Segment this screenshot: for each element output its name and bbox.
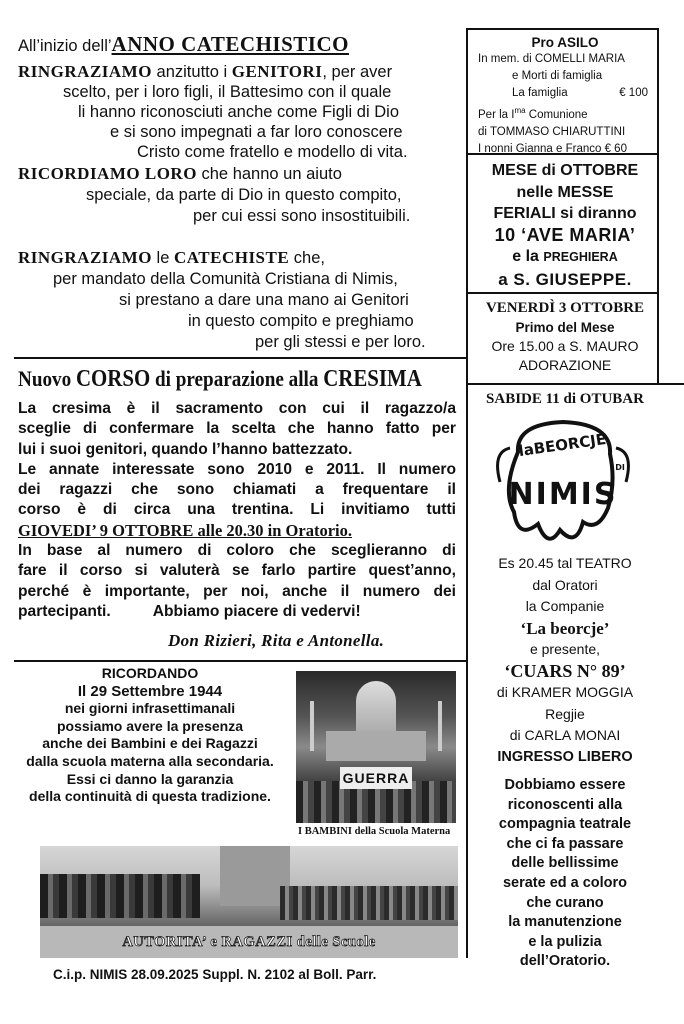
ottobre-line: MESE di OTTOBRE <box>491 162 639 179</box>
sabide-company: ‘La beorcje’ <box>520 618 610 638</box>
text: le <box>151 249 174 267</box>
thanks-line: serate ed a coloro <box>502 874 628 891</box>
crowd-left <box>40 874 200 918</box>
ottobre-line: FERIALI si diranno <box>493 205 637 222</box>
intro-p3-line2: per mandato della Comunità Cristiana di Nimis, <box>53 270 398 288</box>
beorcje-logo-art <box>488 412 638 554</box>
guerra-sign: GUERRA <box>340 767 412 789</box>
title-part: di preparazione alla <box>150 366 324 391</box>
venerdi-box <box>472 298 658 375</box>
sabide-title: SABIDE 11 di OTUBAR <box>486 391 644 407</box>
text: Comunione <box>525 108 588 121</box>
intro-heading-prefix: All’inizio dell’ <box>18 37 112 55</box>
cresima-line: La cresima è il sacramento con cui il ragazzo/a <box>18 400 456 417</box>
title-part: CORSO <box>75 366 151 392</box>
top-border <box>466 28 659 30</box>
text: Per la I <box>478 108 515 121</box>
logo-main-text: NIMIS <box>508 477 618 512</box>
ricordando-line: dalla scuola materna alla secondaria. <box>26 752 274 769</box>
cresima-line: sceglie di confermare la scelta che hanno fatto per <box>18 420 456 438</box>
venerdi-line: Primo del Mese <box>515 320 615 335</box>
thanks-keyword: RINGRAZIAMO <box>18 62 152 81</box>
intro-p1-line1 <box>18 62 392 82</box>
sabide-box <box>472 553 658 768</box>
cresima-line: corso è di circa una trentina. Li invitiamo tutti <box>18 501 456 519</box>
sabide-free-entry: INGRESSO LIBERO <box>497 748 633 765</box>
thanks-line: la manutenzione <box>508 914 622 931</box>
asilo-line: e Morti di famiglia <box>512 70 603 82</box>
text: , per aver <box>322 63 393 81</box>
text: e la <box>512 248 544 265</box>
intro-p3-line4: in questo compito e preghiamo <box>188 312 414 330</box>
logo-suffix-text: DI <box>615 463 625 472</box>
title-part: Nuovo <box>18 366 76 391</box>
thanks-line: riconoscenti alla <box>507 796 623 813</box>
intro-p3-line1 <box>18 248 325 268</box>
column-divider <box>466 28 468 958</box>
thanks-line: compagnia teatrale <box>498 816 632 833</box>
divider-ottobre <box>466 292 659 294</box>
beorcje-logo <box>488 412 638 554</box>
text: che, <box>289 249 325 267</box>
intro-p2-line3: per cui essi sono insostituibili. <box>193 207 411 225</box>
thanks-line: e la pulizia <box>528 933 602 950</box>
cresima-body <box>18 399 456 622</box>
crowd-right <box>280 886 458 920</box>
photo-children-altar <box>296 671 456 823</box>
asilo-line <box>472 102 658 124</box>
sabide-line: di KRAMER MOGGIA <box>496 684 634 700</box>
intro-p2-line1 <box>18 164 342 184</box>
asilo-line: I nonni Gianna e Franco € 60 <box>478 142 627 155</box>
sabide-line: di CARLA MONAI <box>509 727 621 743</box>
venerdi-title: VENERDÌ 3 OTTOBRE <box>485 300 645 316</box>
intro-heading <box>18 32 349 57</box>
asilo-amount-line <box>472 85 658 102</box>
text: PREGHIERA <box>543 250 618 264</box>
title-part: CRESIMA <box>323 366 422 392</box>
ottobre-box <box>472 160 658 290</box>
intro-p1-line4: e si sono impegnati a far loro conoscere <box>110 123 403 141</box>
divider-venerdi <box>466 383 684 385</box>
ottobre-line <box>472 246 658 269</box>
ricordando-line: della continuità di questa tradizione. <box>29 788 271 805</box>
cresima-title <box>18 366 422 393</box>
asilo-box <box>472 34 658 158</box>
ricordando-date: Il 29 Settembre 1944 <box>77 682 223 700</box>
photo-authorities <box>40 846 458 958</box>
sabide-show-title: ‘CUARS N° 89’ <box>504 660 626 681</box>
thanks-line: che curano <box>526 894 604 911</box>
candle <box>310 701 314 751</box>
sabide-line: Regjie <box>545 705 585 722</box>
candle <box>438 701 442 751</box>
ottobre-line: a S. GIUSEPPE. <box>498 269 632 289</box>
thanks-line: Dobbiamo essere <box>504 777 626 793</box>
ricordando-line: anche dei Bambini e dei Ragazzi <box>42 735 258 752</box>
intro-heading-main: ANNO CATECHISTICO <box>111 32 349 56</box>
asilo-donor: La famiglia <box>512 87 568 99</box>
text: che hanno un aiuto <box>196 165 342 183</box>
asilo-line: di TOMMASO CHIARUTTINI <box>478 125 626 138</box>
cresima-line: perché è importante, per noi, anche il numero dei <box>18 582 456 600</box>
text: Abbiamo piacere di vedervi! <box>152 602 361 620</box>
thanks-keyword: RINGRAZIAMO <box>18 248 152 267</box>
footer-note: C.i.p. NIMIS 28.09.2025 Suppl. N. 2102 al Boll. Parr. <box>53 967 377 982</box>
cresima-signature: Don Rizieri, Rita e Antonella. <box>168 631 385 650</box>
intro-p2-line2: speciale, da parte di Dio in questo compito, <box>86 186 402 204</box>
ottobre-line: 10 ‘AVE MARIA’ <box>494 224 636 245</box>
divider-left-2 <box>14 660 468 662</box>
ottobre-line: nelle MESSE <box>516 183 614 201</box>
logo-top-text: laBEORCJE <box>517 430 608 461</box>
thanks-line: che ci fa passare <box>506 835 624 852</box>
intro-p3-line5: per gli stessi e per loro. <box>255 333 426 351</box>
asilo-title: Pro ASILO <box>531 35 599 50</box>
sabide-line: la Companie <box>525 598 605 614</box>
cresima-line: Le annate interessate sono 2010 e 2011. Il numero <box>18 460 456 478</box>
ricordando-title: RICORDANDO <box>101 665 199 681</box>
cresima-line: dei ragazzi che sono chiamati a frequentare il <box>18 481 456 499</box>
parents-keyword: GENITORI <box>231 62 323 81</box>
venerdi-line: Ore 15.00 a S. MAURO <box>491 338 639 354</box>
divider-left-1 <box>14 357 468 359</box>
sabide-line: Es 20.45 tal TEATRO <box>498 555 632 571</box>
remember-keyword: RICORDIAMO LORO <box>18 164 197 183</box>
text: anzitutto i <box>151 63 232 81</box>
intro-p3-line3: si prestano a dare una mano ai Genitori <box>119 291 409 309</box>
intro-p1-line5: Cristo come fratello e modello di vita. <box>137 143 408 161</box>
ricordando-line: nei giorni infrasettimanali <box>64 700 236 717</box>
intro-p1-line2: scelto, per i loro figli, il Battesimo con il quale <box>63 83 392 101</box>
altar-base <box>326 731 426 761</box>
cresima-date-line: GIOVEDI’ 9 OTTOBRE alle 20.30 in Oratorio. <box>18 520 352 540</box>
ricordando-block <box>14 665 286 806</box>
asilo-line: In mem. di COMELLI MARIA <box>478 53 625 65</box>
text: partecipanti. <box>18 602 111 620</box>
catechists-keyword: CATECHISTE <box>173 248 290 267</box>
intro-p1-line3: li hanno riconosciuti anche come Figli di Dio <box>78 103 399 121</box>
cresima-line: lui i suoi genitori, quando l’hanno battezzato. <box>18 440 353 458</box>
sabide-line: e presente, <box>529 641 601 657</box>
thanks-line: delle bellissime <box>511 855 619 872</box>
ricordando-line: Essi ci danno la garanzia <box>66 770 234 787</box>
photo1-caption: I BAMBINI della Scuola Materna <box>298 826 451 837</box>
asilo-amount: € 100 <box>619 87 648 99</box>
superscript: ma <box>514 106 526 115</box>
photo2-caption: AUTORITA’ e RAGAZZI delle Scuole <box>122 934 376 950</box>
venerdi-line: ADORAZIONE <box>518 357 612 373</box>
cresima-line: fare il corso si valuterà se farlo partire quest’anno, <box>18 562 456 580</box>
sabide-line: dal Oratori <box>532 576 598 593</box>
thanks-box <box>472 776 658 972</box>
thanks-line: dell’Oratorio. <box>519 953 611 970</box>
ricordando-line: possiamo avere la presenza <box>57 717 243 734</box>
cresima-line: In base al numero di coloro che sceglieranno di <box>18 542 456 560</box>
cresima-line <box>18 602 456 622</box>
